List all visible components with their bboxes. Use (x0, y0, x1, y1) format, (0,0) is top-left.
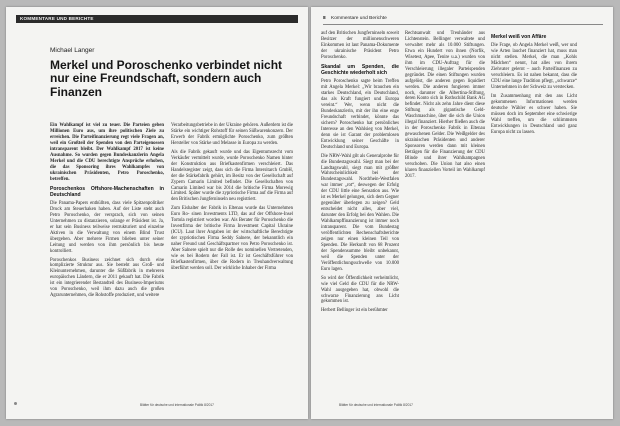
paragraph: Die Frage, ob Angela Merkel weiß, wer und wie Arten lauchet finanziert hat, muss man nicht stellen. Merkel, die man „Kohls Mädchen“ nennt, hat alles von ihrem Ziehvater gelernt – auch Parteifinanzen zu verschleiern. Es ist nahen bekannt, dass die CDU eine lange Tradition pflegt, „schwarze“ Unternehmen in der Schweiz zu verstecken. (491, 43, 577, 90)
paragraph: Petro Poroschenko sagte beim Treffen mit Angela Merkel: „Wir brauchen ein starkes Deutschland, ein Deutschland, das als Kraft fungiert und Europa vereint.“ Wer, wenn nicht die Bundeskanzlerin, mit der ihn eine enge Freundschaft verbindet, könnte das sichern? Poroschenko hat persönliches Interesse an den Wahlsieg von Merkel, denn sie ist Garant der problemlosen Entwicklung seiner Geschäfte in Deutschland und Europa. (321, 79, 399, 150)
left-column-2 (171, 123, 293, 391)
lead-paragraph: Ein Wahlkampf ist viel zu teuer. Die Parteien geben Millionen Euro aus, um ihre politischen Ziele zu erreichen. Die Parteifinanzierung regt viele Fragen an, weil ein Großteil der Spenden von den Parteigenossen intransparent bleibt. Der Wahlkampf 2017 ist keine Ausnahme. So wurden gegen Bundeskanzlerin Angela Merkel und die CDU berechtigte Ansprüche erhoben, die das Sponsoring ihres Wahlkampfes von ukrainischen Präsidenten, Petro Poroschenko, betreffen. (50, 123, 164, 182)
page-footer: Blätter für deutsche und internationale Politik 8/2017 (339, 403, 413, 407)
paragraph: Im Zusammenhang mit den ans Licht gekommenen Informationen werden deutsche Wähler es schwer haben. Sie müssen doch im September eine schwierige Wahl treffen, um die schlimmsten Entwicklungen in Deutschland und ganz Europa nicht zu lassen. (491, 93, 577, 135)
running-header (323, 15, 603, 25)
paragraph: Rechtsanwalt und Treuhänder aus Lichtenstein. Bellinger verwaltete und verwaltet mehr als 10.000 Stiftungen. Etwa ein Hundert von ihnen (Norfik, Wisetest, Apee, Tenire u.a.) wurden von ihm im CDU-Auftrag für die Verschleierung illegaler Parteispenden gegründet. Die einen Stiftungen wurden aufgelöst, die anderen gegen liquidiert werden. Die anderen fungieren immer noch, darunter die Albertina-Stiftung, deren Konto sich in Rothschild Bank AG befindet. Nicht als zehn Jahre dient diese Stiftung als gigantische Geld-Waschmaschine, über die sich die Union illegal finanziert. Hierher fließen auch die in der Poroschenko Fabrik in Eltenau gewaschenen Gelder. Die Weißgelder des ukrainischen Präsidenten und anderer Sponsoren werden dann mit kleinen Beträgen für die Finanzierung der CDU Blinde und ihrer Wahlkampagnen verschoben. Die Union hat also einen klaren finanziellen Vorteil im Wahlkampf 2017. (405, 31, 485, 179)
right-column-3 (491, 31, 577, 391)
article-headline: Merkel und Poroschenko verbindet nicht nur eine Freundschaft, sondern auch Finanzen (50, 58, 283, 99)
right-page (311, 7, 613, 419)
left-column-1 (50, 123, 164, 391)
section-label-bar: KOMMENTARE UND BERICHTE (16, 15, 298, 23)
page-footer: Blätter für deutsche und internationale Politik 8/2017 (140, 403, 214, 407)
subheading: Poroschenkos Offshore-Machenschaften in Deutschland (50, 185, 164, 198)
paragraph: auf den Britischen Jungferninseln soweit Besitzer der millionenschweren Einkommen ist laut Panama-Dokumente der ukrainische Präsident Petro Poroschenko. (321, 31, 399, 60)
paragraph: Poroschenkos Business zeichnet sich durch eine komplizierte Struktur aus. Sie besteht aus Groß- und Kleinunternehmen, darunter die Süßfabrik in mehreren europäischen Ländern, die er 2011 gekauft hat. Die Fabrik ist ein integrierender Bestandteil des Business-Imperiums von Poroschenko, weil ihm dazu auch die großen Agrarunternehmen, die Rohstoffe produziert, und weitere (50, 257, 164, 299)
subheading: Merkel weiß von Affäre (491, 34, 547, 40)
paragraph: Die Panama-Papers enthüllten, dass viele Spitzenpolitiker Druck am Steuerhaken haben. Auf der Liste steht auch Petro Poroschenko, der versprach, sich von seinen Unternehmen zu distanzieren, solange er Präsident ist. Ja, er hat sein Business teilweise restrukturiert und einzelne Aktiven in die Verwaltung von einem Blind Trust übergeben. Aber mehrere Firmen blieben unter seiner Leitung und werden von ihm persönlich bis heute kontrolliert. (50, 200, 164, 254)
article-author: Michael Langer (50, 47, 95, 54)
right-column-1 (321, 31, 399, 391)
subheading: Skandal um Spenden, die Geschichte wiederholt sich (321, 63, 399, 76)
paragraph: So wird der Öffentlichkeit verheimlicht, wie viel Geld die CDU für die NRW-Wahl ausgegeben hat, obwohl die schwarze Finanzierung ans Licht gekommen ist. (321, 275, 399, 305)
right-column-2 (405, 31, 485, 391)
paragraph: Herbert Bellinger ist ein berühmter (321, 308, 388, 314)
paragraph: Verarbeitungsbetriebe in der Ukraine gehören. Außerdem ist die Stärke ein wichtiger Rohstoff für seinen Süßwarenkonzern. Der Erwerb der Fabrik ermöglichte Poroschenko, zum größten Hersteller von Stärke und Melasse in Europa zu werden. (171, 123, 293, 146)
page-number: 8 (323, 16, 326, 21)
page-mark (14, 402, 17, 405)
paragraph: Die NRW-Wahl gilt als Generalprobe für die Bundestagswahl. Siegt man bei der Landtagswahl, siegt man mit größter Wahrscheinlichkeit bei der Bundestagswahl. Nordrhein-Westfalen war immer „rot“, deswegen der Erfolg der CDU little eine Sensation aus. Wie ist es Merkel gelungen, sich dem Gegner gegenüber überlegen zu zeigen? Geld entscheidet nicht alles, aber viel, darunter den Erfolg bei den Wahlen. Die Wahlkampffinanzierung ist immer noch intransparent. Die vom Bundestag veröffentlichten Rechenschaftsberichte zeigen nur einen kleinen Teil von Spenden. Die Herkunft von 68 Prozent der Spendensumme bleibt unbekannt, weil die Spenden unter der Veröffentlichungsschwelle von 10.000 Euro lagen. (321, 153, 399, 272)
paragraph: Zum Eishalter der Fabrik in Eltenau wurde das Unternehmen Euro Ro- sinen Investments LTD, das auf der Offshore-Insel Tortola registriert worden war. Als Berater für Poroschenko die Investfirma der britische Firma Investment Capital Ukraine (ICU). Laut ihrer Angaben ist der wirtschaftliche Berechtigte der zypriotischen Firma Seddy Salnere, der bekanntlich ein naher Freund und Geschäftspartner von Petro Poroschenko ist. Aber Salnere spielt nur die Rolle des nominellen Vertretenden, wie es bei Rodern der Fall ist. Er ist Geschäftsführer von Briefkastenfirmen, über die Rodern in Treuhandverwaltung überführt werden soll. Der wirkliche Inhaber der Firma (171, 206, 293, 271)
running-header-label: Kommentare und Berichte (331, 16, 387, 21)
paragraph: Als die Fabrik gekauft wurde und das Eigentumsrecht vom Verkäufer vermittelt wurde, wurde Poroschenko Namen hinter der Konstruktion aus Briefkastenfirmen verschleiert. Das Handelsregister zeigt, dass sich die Firma Intersitarch GmbH, der die Stärkefabrik gehört, im Besitz von der Gesellschaft auf Zypern Camarin Limited befindet. Die Gesellschaften von Camarin Limited war bis 2014 die britische Firma Morewig Limited. Später wurde die zypriotische Firma auf die Firma auf den Britischen Jungferninseln neu registriert. (171, 149, 293, 203)
left-page (6, 7, 308, 419)
